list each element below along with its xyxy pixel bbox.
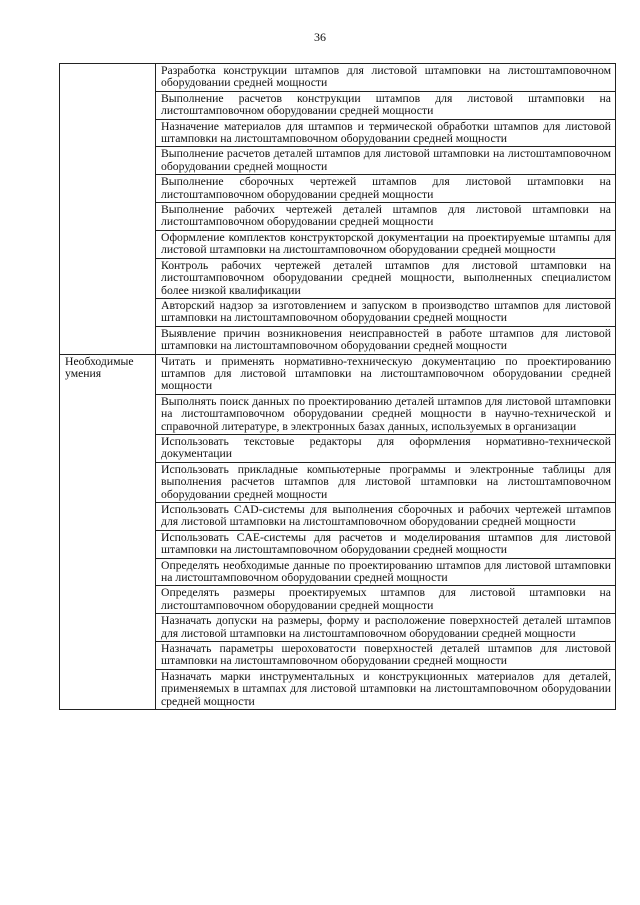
labor-action-item: Выполнение расчетов деталей штампов для листовой штамповки на листоштамповочном оборудовании средней мощности (156, 147, 616, 175)
skill-item: Назначать параметры шероховатости поверхностей деталей штампов для листовой штамповки на листоштамповочном оборудовании средней мощности (156, 642, 616, 670)
skill-item: Использовать CAE-системы для расчетов и моделирования штампов для листовой штамповки на листоштамповочном оборудовании средней мощности (156, 530, 616, 558)
section-label-required-skills: Необходимые умения (60, 354, 156, 710)
labor-action-item: Выполнение расчетов конструкции штампов для листовой штамповки на листоштамповочном оборудовании средней мощности (156, 91, 616, 119)
skill-item: Использовать прикладные компьютерные программы и электронные таблицы для выполнения расчетов штампов для листовой штамповки на листоштамповочном оборудовании средней мощности (156, 462, 616, 502)
skill-item: Определять необходимые данные по проектированию штампов для листовой штамповки на листоштамповочном оборудовании средней мощности (156, 558, 616, 586)
section-label-labor-actions (60, 64, 156, 355)
labor-action-item: Авторский надзор за изготовлением и запуском в производство штампов для листовой штамповки на листоштамповочном оборудовании средней мощности (156, 298, 616, 326)
skill-item: Использовать текстовые редакторы для оформления нормативно-технической документации (156, 434, 616, 462)
skill-item: Выполнять поиск данных по проектированию деталей штампов для листовой штамповки на листоштамповочном оборудовании средней мощности в научно-технической и справочной литературе, в электронных базах данных, используемых в организации (156, 394, 616, 434)
skill-item: Читать и применять нормативно-техническую документацию по проектированию штампов для листовой штамповки на листоштамповочном оборудовании средней мощности (156, 354, 616, 394)
labor-action-item: Выявление причин возникновения неисправностей в работе штампов для листовой штамповки на листоштамповочном оборудовании средней мощности (156, 326, 616, 354)
labor-action-item: Выполнение сборочных чертежей штампов для листовой штамповки на листоштамповочном оборудовании средней мощности (156, 175, 616, 203)
labor-action-item: Разработка конструкции штампов для листовой штамповки на листоштамповочном оборудовании средней мощности (156, 64, 616, 92)
competency-table (59, 63, 616, 710)
page-number: 36 (314, 30, 326, 44)
skill-item: Использовать CAD-системы для выполнения сборочных и рабочих чертежей штампов для листовой штамповки на листоштамповочном оборудовании средней мощности (156, 503, 616, 531)
labor-action-item: Выполнение рабочих чертежей деталей штампов для листовой штамповки на листоштамповочном оборудовании средней мощности (156, 203, 616, 231)
labor-action-item: Оформление комплектов конструкторской документации на проектируемые штампы для листовой штамповки на листоштамповочном оборудовании средней мощности (156, 230, 616, 258)
labor-action-item: Назначение материалов для штампов и термической обработки штампов для листовой штамповки на листоштамповочном оборудовании средней мощности (156, 119, 616, 147)
table-row (60, 64, 616, 92)
table-row (60, 354, 616, 394)
skill-item: Определять размеры проектируемых штампов для листовой штамповки на листоштамповочном оборудовании средней мощности (156, 586, 616, 614)
skill-item: Назначать допуски на размеры, форму и расположение поверхностей деталей штампов для листовой штамповки на листоштамповочном оборудовании средней мощности (156, 614, 616, 642)
skill-item: Назначать марки инструментальных и конструкционных материалов для деталей, применяемых в штампах для листовой штамповки на листоштамповочном оборудовании средней мощности (156, 669, 616, 709)
labor-action-item: Контроль рабочих чертежей деталей штампов для листовой штамповки на листоштамповочном оборудовании средней мощности, выполненных специалистом более низкой квалификации (156, 258, 616, 298)
